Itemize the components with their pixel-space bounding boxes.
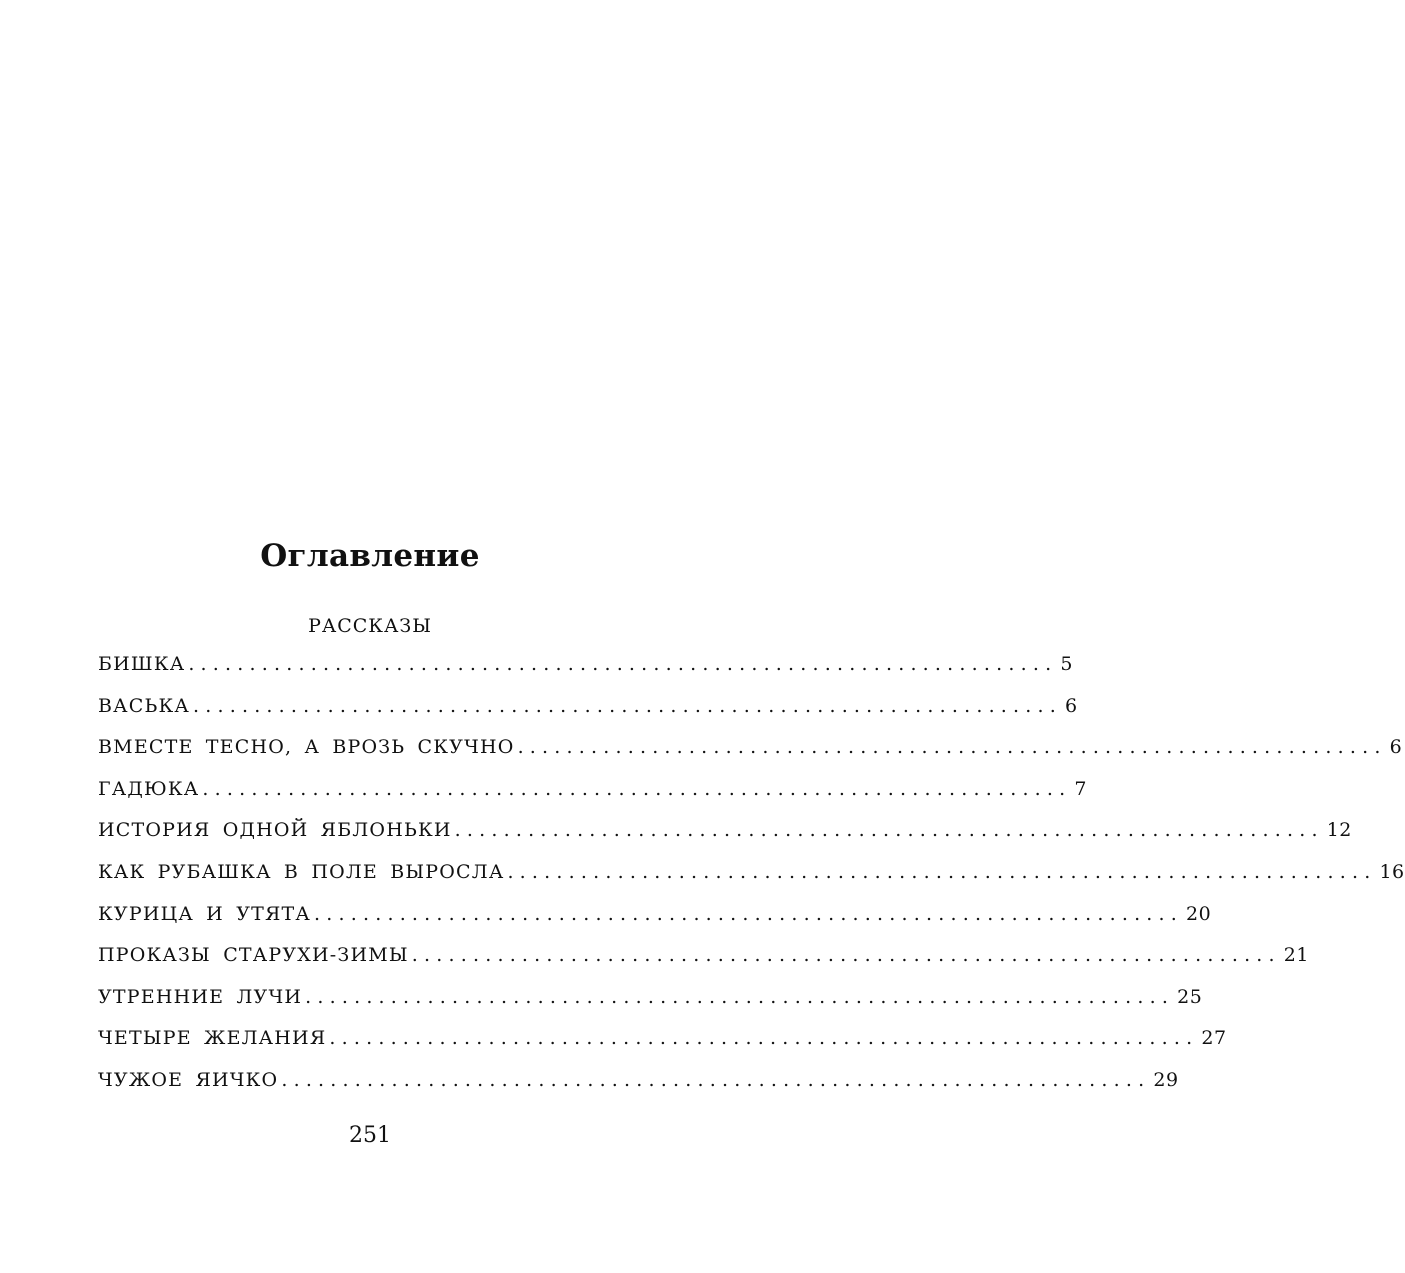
toc-entry-page: 7 — [1074, 777, 1087, 800]
section-heading: РАССКАЗЫ — [308, 615, 432, 637]
toc-dot-leader: ....................................................................... — [281, 1068, 1151, 1091]
toc-entry-page: 12 — [1326, 819, 1352, 842]
toc-entry[interactable] — [98, 777, 1087, 820]
toc-entry-title: ГАДЮКА — [98, 777, 200, 800]
toc-entry-page: 27 — [1201, 1027, 1227, 1050]
toc-entry-page: 20 — [1186, 902, 1212, 925]
toc-dot-leader: ....................................................................... — [454, 819, 1324, 842]
toc-entry-page: 21 — [1283, 944, 1309, 967]
toc-dot-leader: ....................................................................... — [517, 736, 1387, 759]
toc-entry-page: 25 — [1177, 985, 1203, 1008]
toc-entry-page: 5 — [1060, 653, 1073, 675]
toc-dot-leader: ....................................................................... — [305, 985, 1175, 1008]
toc-entry[interactable] — [98, 1068, 1179, 1111]
toc-entry-page: 29 — [1153, 1068, 1179, 1091]
toc-entry[interactable] — [98, 1027, 1227, 1069]
toc-entry-title: ВАСЬКА — [98, 694, 190, 717]
table-of-contents — [98, 653, 1405, 1111]
toc-dot-leader: ....................................................................... — [202, 777, 1072, 800]
toc-entry[interactable] — [98, 736, 1403, 778]
toc-entry-title: ЧЕТЫРЕ ЖЕЛАНИЯ — [98, 1027, 327, 1050]
toc-entry-title: ИСТОРИЯ ОДНОЙ ЯБЛОНЬКИ — [98, 819, 452, 842]
toc-entry-page: 6 — [1065, 694, 1078, 717]
toc-dot-leader: ....................................................................... — [188, 653, 1058, 675]
toc-entry-title: КАК РУБАШКА В ПОЛЕ ВЫРОСЛА — [98, 860, 505, 883]
toc-dot-leader: ....................................................................... — [411, 944, 1281, 967]
toc-entry[interactable] — [98, 902, 1212, 945]
toc-entry[interactable] — [98, 694, 1078, 737]
toc-dot-leader: ....................................................................... — [329, 1027, 1199, 1050]
page-number: 251 — [349, 1123, 391, 1148]
toc-dot-leader: ....................................................................... — [507, 860, 1377, 883]
toc-entry-title: ВМЕСТЕ ТЕСНО, А ВРОЗЬ СКУЧНО — [98, 736, 515, 759]
toc-entry-page: 6 — [1389, 736, 1403, 759]
toc-entry-title: БИШКА — [98, 653, 186, 675]
toc-entry-title: ЧУЖОЕ ЯИЧКО — [98, 1068, 279, 1091]
toc-dot-leader: ....................................................................... — [314, 902, 1184, 925]
toc-entry[interactable] — [98, 653, 1073, 695]
toc-entry-page: 16 — [1379, 860, 1405, 883]
page-title: Оглавление — [260, 538, 480, 574]
toc-dot-leader: ....................................................................... — [193, 694, 1063, 717]
toc-entry[interactable] — [98, 860, 1405, 903]
toc-entry-title: УТРЕННИЕ ЛУЧИ — [98, 985, 303, 1008]
toc-entry[interactable] — [98, 944, 1309, 986]
toc-entry[interactable] — [98, 985, 1203, 1028]
toc-entry-title: ПРОКАЗЫ СТАРУХИ-ЗИМЫ — [98, 944, 409, 967]
toc-entry[interactable] — [98, 819, 1352, 861]
toc-entry-title: КУРИЦА И УТЯТА — [98, 902, 312, 925]
